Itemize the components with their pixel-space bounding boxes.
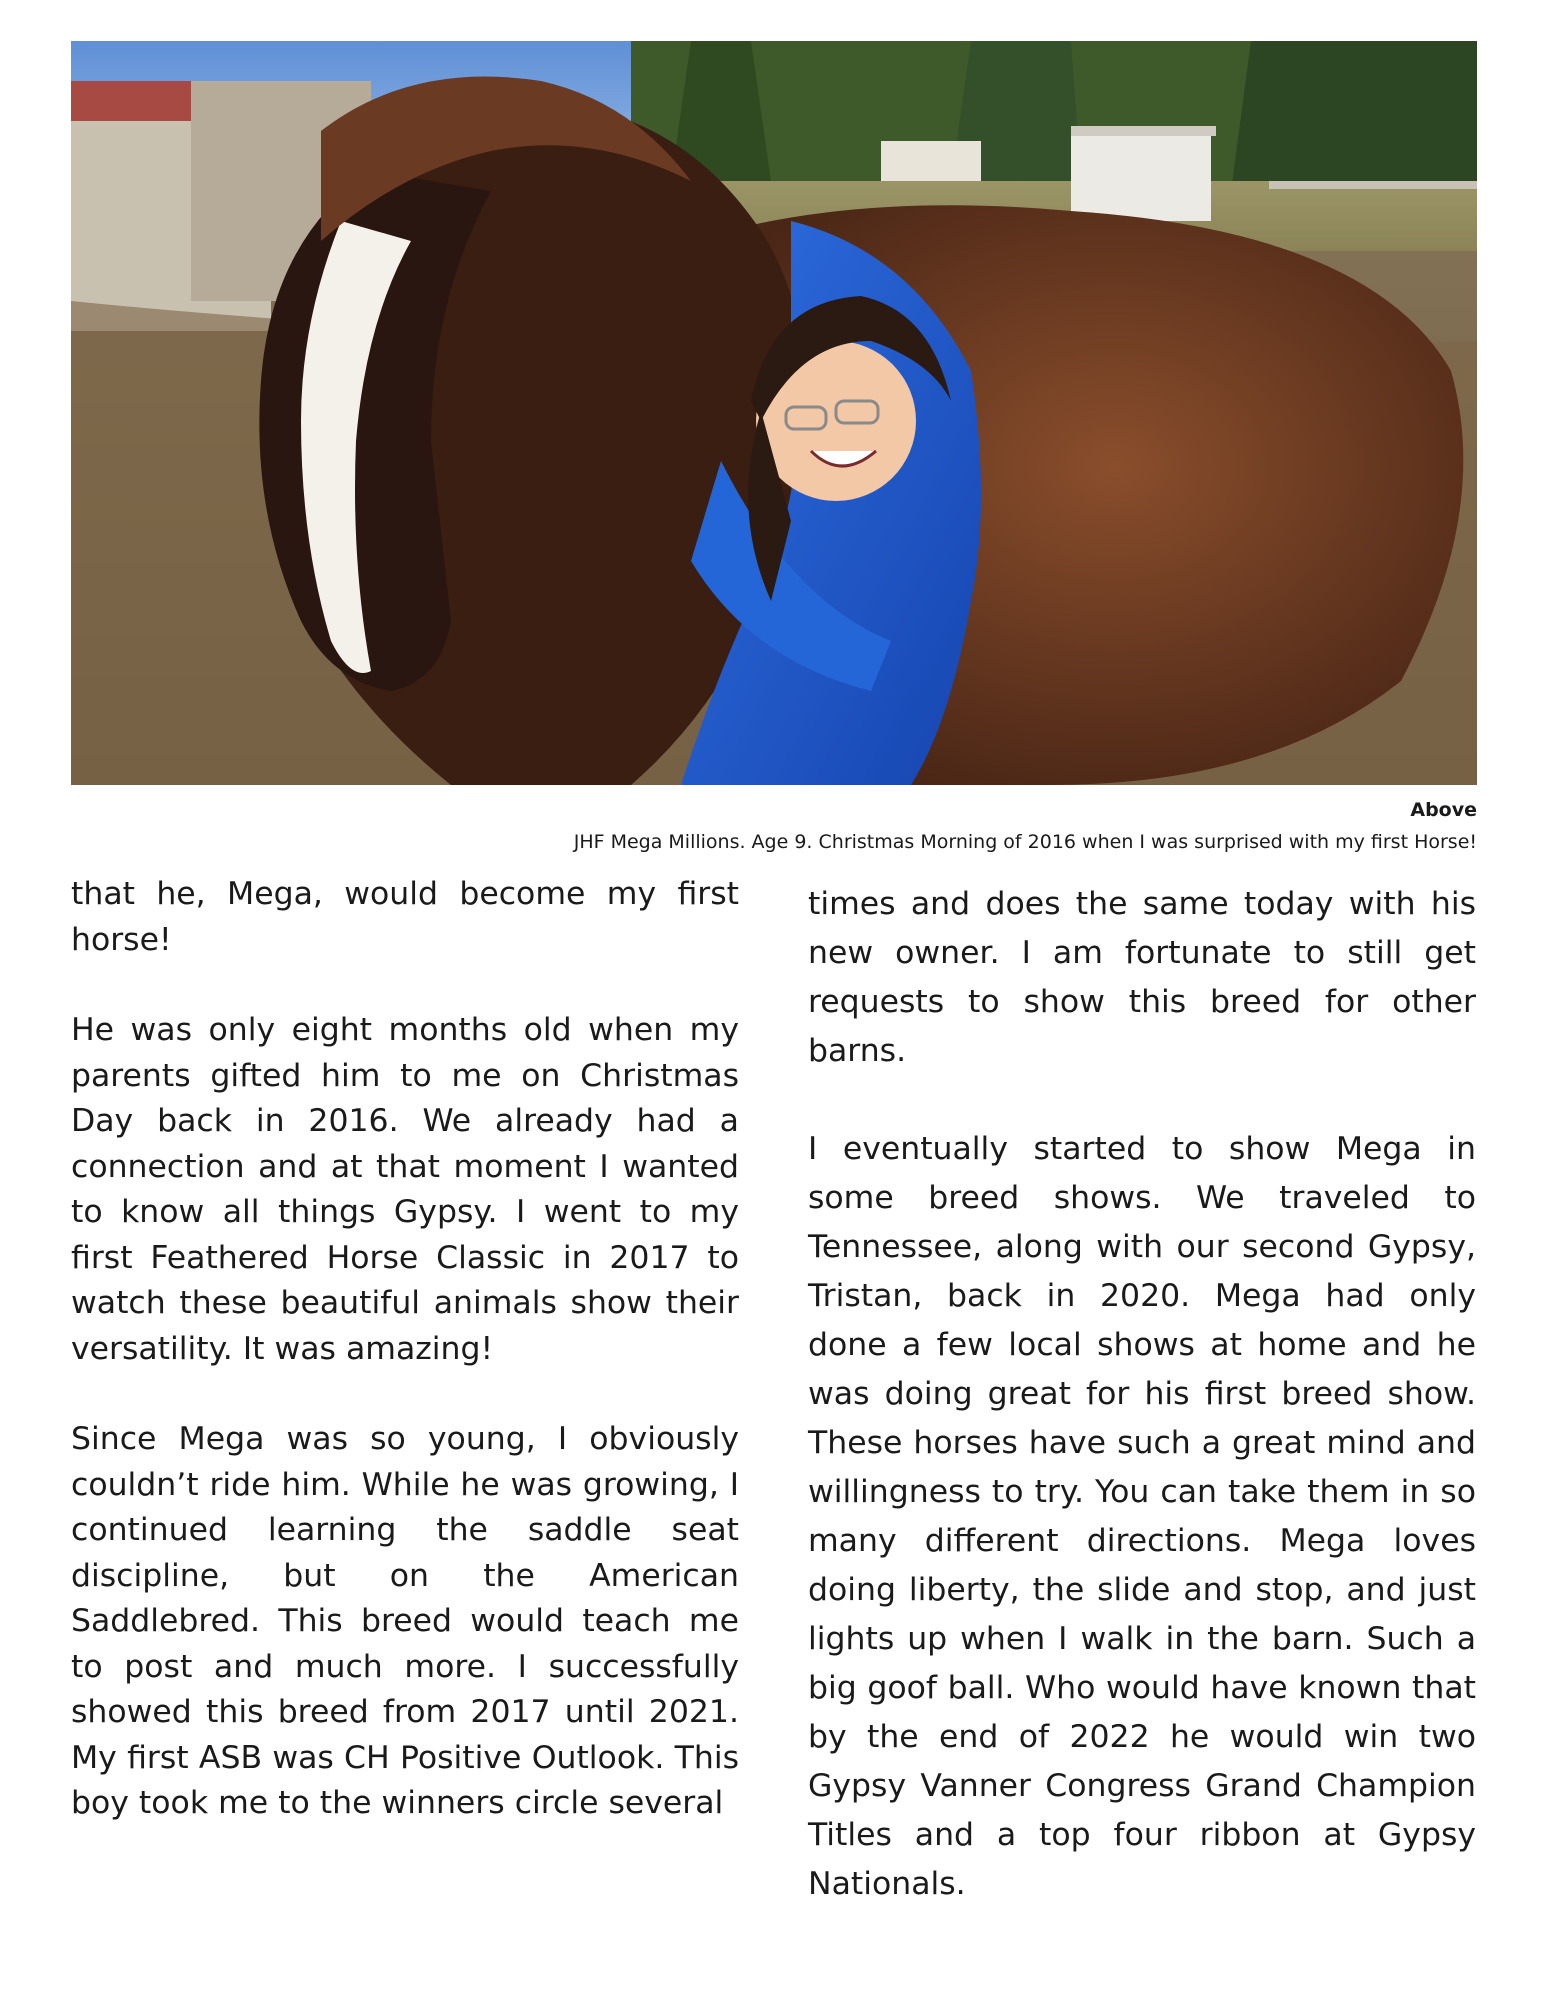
right-paragraph-1: times and does the same today with his new owner. I am fortunate to still get requests to show this breed for other barns. (808, 886, 1476, 1069)
photo-illustration (71, 41, 1477, 785)
right-column (808, 880, 1476, 1909)
right-paragraph-2: I eventually started to show Mega in some breed shows. We traveled to Tennessee, along with our second Gypsy, Tristan, back in 2020. Mega had only done a few local shows at home and he was doing great for his first breed show. These horses have such a great mind and willingness to try. You can take them in so many different directions. Mega loves doing liberty, the slide and stop, and just lights up when I walk in the barn. Such a big goof ball. Who would have known that by the end of 2022 he would win two Gypsy Vanner Congress Grand Champion Titles and a top four ribbon at Gypsy Nationals. (808, 1131, 1476, 1902)
photo-girl-with-horse (71, 41, 1477, 785)
left-paragraph-1: that he, Mega, would become my first horse! (71, 876, 739, 958)
caption-text: JHF Mega Millions. Age 9. Christmas Morning of 2016 when I was surprised with my first Horse! (573, 831, 1477, 853)
left-paragraph-3: Since Mega was so young, I obviously couldn’t ride him. While he was growing, I continued learning the saddle seat discipline, but on the American Saddlebred. This breed would teach me to post and much more. I successfully showed this breed from 2017 until 2021. My first ASB was CH Positive Outlook. This boy took me to the winners circle several (71, 1421, 739, 1821)
caption-title: Above (1410, 799, 1477, 821)
photo-caption (574, 794, 1477, 858)
left-column (71, 872, 739, 1827)
left-paragraph-2: He was only eight months old when my parents gifted him to me on Christmas Day back in 2016. We already had a connection and at that moment I wanted to know all things Gypsy. I went to my first Feathered Horse Classic in 2017 to watch these beautiful animals show their versatility. It was amazing! (71, 1012, 739, 1367)
